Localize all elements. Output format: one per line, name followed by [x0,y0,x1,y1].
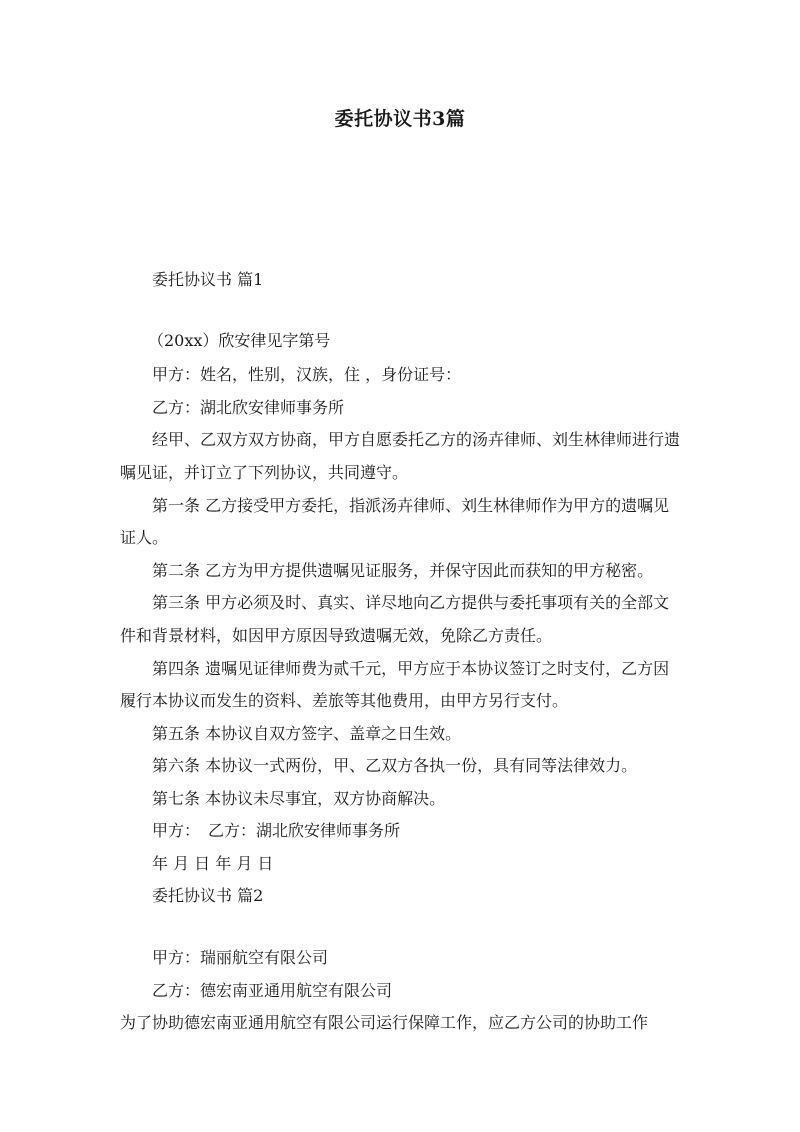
party-a-line: 甲方：姓名，性别，汉族，住 ，身份证号： [152,365,462,384]
document-number: （20xx）欣安律见字第号 [148,331,331,350]
article-line: 履行本协议而发生的资料、差旅等其他费用，由甲方另行支付。 [120,691,569,710]
paragraph-line: 嘱见证，并订立了下列协议，共同遵守。 [120,463,409,482]
article-line: 第三条 甲方必须及时、真实、详尽地向乙方提供与委托事项有关的全部文 [152,593,670,612]
signature-line: 甲方： 乙方：湖北欣安律师事务所 [152,821,401,840]
paragraph-line: 经甲、乙双方双方协商，甲方自愿委托乙方的汤卉律师、刘生林律师进行遗 [152,430,681,449]
document-title: 委托协议书3篇 [334,108,466,130]
section-heading-1: 委托协议书 篇1 [152,270,264,289]
party-b-line: 乙方：德宏南亚通用航空有限公司 [152,981,393,1000]
article-line: 第二条 乙方为甲方提供遗嘱见证服务，并保守因此而获知的甲方秘密。 [152,561,654,580]
article-line: 证人。 [120,528,169,547]
article-line: 第一条 乙方接受甲方委托，指派汤卉律师、刘生林律师作为甲方的遗嘱见 [152,496,670,515]
paragraph-line: 为了协助德宏南亚通用航空有限公司运行保障工作，应乙方公司的协助工作 [120,1013,649,1032]
section-heading-2: 委托协议书 篇2 [152,886,264,905]
article-line: 第六条 本协议一式两份，甲、乙双方各执一份，具有同等法律效力。 [152,756,638,775]
party-b-line: 乙方：湖北欣安律师事务所 [152,398,345,417]
article-line: 第四条 遗嘱见证律师费为贰千元，甲方应于本协议签订之时支付，乙方因 [152,659,670,678]
date-line: 年 月 日 年 月 日 [152,854,274,873]
article-line: 第五条 本协议自双方签字、盖章之日生效。 [152,724,462,743]
article-line: 件和背景材料，如因甲方原因导致遗嘱无效，免除乙方责任。 [120,626,553,645]
article-line: 第七条 本协议未尽事宜，双方协商解决。 [152,789,446,808]
party-a-line: 甲方：瑞丽航空有限公司 [152,948,329,967]
